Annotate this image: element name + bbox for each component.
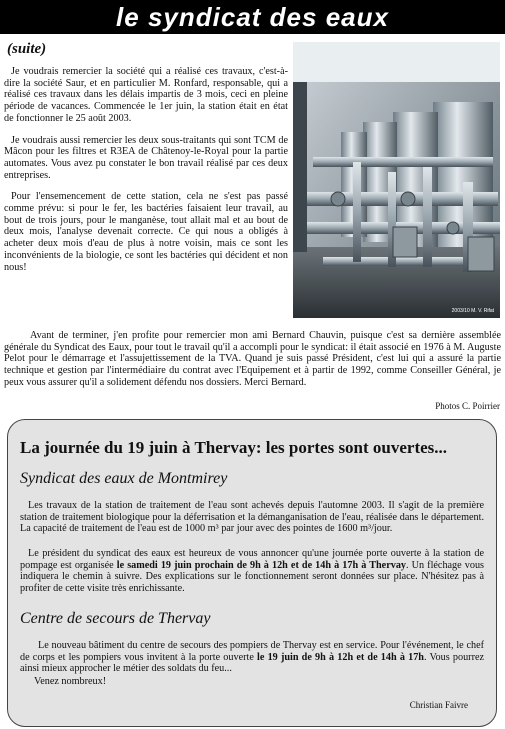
page-banner xyxy=(0,0,505,34)
section-title-secours: Centre de secours de Thervay xyxy=(20,610,211,627)
article-paragraph: Je voudrais remercier la société qui a réalisé ces travaux, c'est-à-dire la société Saur, et en particulier M. Ronfard, responsable, qui a réalisé ces travaux dans les délais impartis de 3 mois, ceci en pleine période de vacances. Commencée le 1er juin, la station était en état de fonctionner le 25 août 2003. xyxy=(4,66,288,124)
openday-date: le samedi 19 juin prochain de 9h à 12h et de 14h à 17h à Thervay xyxy=(116,559,407,571)
announcement-box xyxy=(7,419,497,727)
pipes-illustration xyxy=(293,42,500,318)
article-paragraph: Pour l'ensemencement de cette station, cela ne s'est pas passé comme prévu: si pour le fer, les bactéries faisaient leur travail, au bout de trois jours, pour le manganèse, tout allait mal et au bout de deux mois, l'analyse devenait correcte. Ce qui nous a obligés à acheter deux mois d'eau de plus à notre voisin, mais ce sont les inconvénients de la biologie, ce sont les bactéries qui décident et non nous! xyxy=(4,191,288,273)
pompiers-text: Le nouveau bâtiment du centre de secours des pompiers de Thervay est en service. Pour l'événement, le chef de corps et les pompiers vous invitent à la porte ouverte xyxy=(20,640,484,663)
pompiers-date: le 19 juin de 9h à 12h et de 14h à 17h xyxy=(257,651,424,663)
suite-heading: (suite) xyxy=(7,41,47,57)
section-paragraph-pompiers xyxy=(20,640,484,675)
pompiers-text-end: . Vous pourrez ainsi mieux approcher le métier des soldats du feu... xyxy=(20,651,485,675)
section-paragraph: Les travaux de la station de traitement de l'eau sont achevés depuis l'automne 2003. Il s'agit de la première station de traitement biologique pour la déferrisation et la démanganisation de l'eau, réalisée dans le département. La capacité de traitement de l'eau est de 1000 m³ par jour avec des pointes de 1600 m³/jour. xyxy=(20,500,484,535)
closing-line: Venez nombreux! xyxy=(34,676,107,687)
article-column xyxy=(4,66,288,283)
station-photo xyxy=(293,42,500,318)
photo-credit: Photos C. Poirrier xyxy=(435,401,500,411)
openday-text-end: . Un fléchage vous indiquera le chemin à suivre. Des explications sur le fonctionnement seront données sur place. N'hésitez pas à profiter de cette visite très enrichissante. xyxy=(20,559,484,595)
banner-title: le syndicat des eaux xyxy=(116,1,389,32)
announcement-title: La journée du 19 juin à Thervay: les portes sont ouvertes... xyxy=(20,438,448,457)
section-title-syndicat: Syndicat des eaux de Montmirey xyxy=(20,470,228,487)
photo-caption: 2003/10 M. V. Rifat xyxy=(451,308,494,314)
section-paragraph-openday xyxy=(20,548,484,595)
article-paragraph: Je voudrais aussi remercier les deux sous-traitants qui sont TCM de Mâcon pour les filtres et R3EA de Châtenoy-le-Royal pour la partie automates. Vous avez pu constater le bon travail réalisé par ces deux entreprises. xyxy=(4,134,288,181)
openday-text: Le président du syndicat des eaux est heureux de vous annoncer qu'une journée porte ouverte à la station de pompage est organisée xyxy=(20,548,484,571)
article-paragraph-thanks: Avant de terminer, j'en profite pour remercier mon ami Bernard Chauvin, puisque c'est sa dernière assemblée générale du Syndicat des Eaux, pour tout le travail qu'il a accompli pour le syndicat: il était associé en 1976 à M. Auguste Pelot pour le démarrage et l'assujettissement de la TVA. Quand je suis passé Président, c'est lui qui a assuré la partie technique et gestion par l'intermédiaire du contrat avec l'Equipement et à partir de 1992, comme Conseiller Général, je peux vous assurer qu'il a solidement défendu nos dossiers. Merci Bernard. xyxy=(4,330,501,388)
author-signature: Christian Faivre xyxy=(409,700,468,710)
